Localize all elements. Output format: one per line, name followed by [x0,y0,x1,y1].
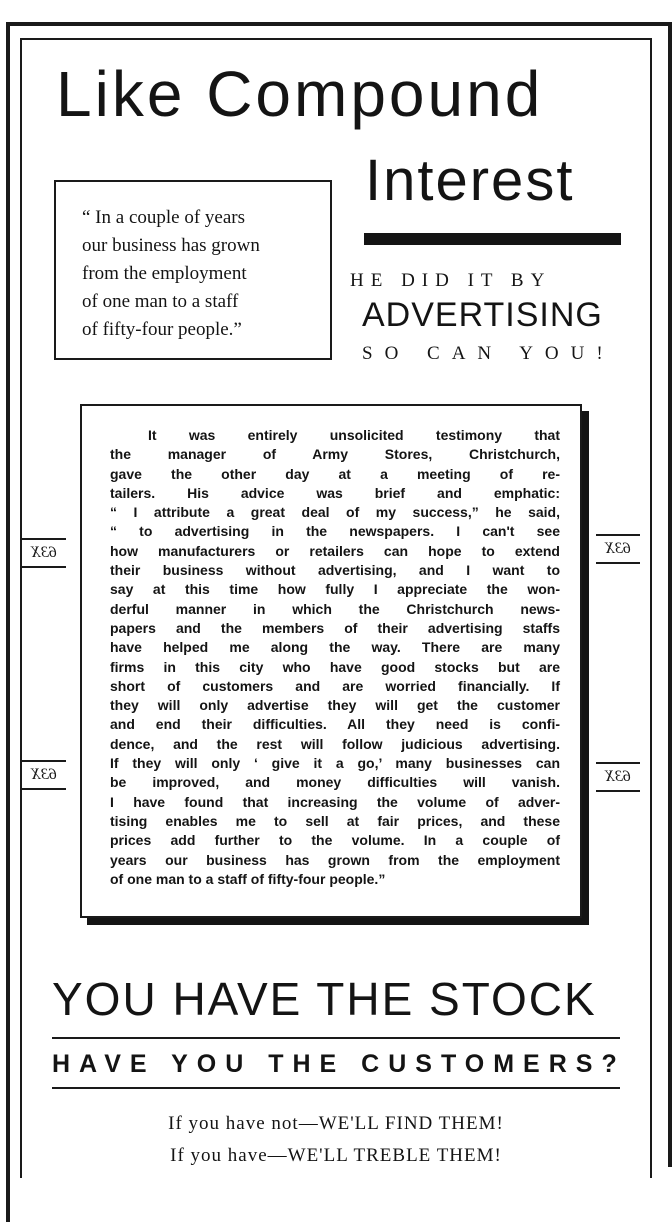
headline-line-2: Interest [365,148,575,213]
printer-mark-left-top [22,538,66,568]
article-line: prices add further to the volume. In a couple of [110,832,560,849]
quote-line: of fifty-four people.” [82,319,242,340]
article-line: gave the other day at a meeting of re- [110,465,560,482]
headline-line-1: Like Compound [56,58,544,130]
article-line: and end their difficulties. All they need is confi- [110,716,560,733]
article-line: the manager of Army Stores, Christchurch, [110,446,560,463]
article-line: say at this time how fully I appreciate the won- [110,581,560,598]
thick-rule [364,233,621,245]
quote-line: “ In a couple of years [82,207,246,228]
quote-box [54,180,332,360]
divider-rule [52,1037,620,1039]
article-line: “ I attribute a great deal of my success,” he said, [110,504,560,521]
article-line: derful manner in which the Christchurch news- [110,600,560,617]
customers-heading: HAVE YOU THE CUSTOMERS? [52,1050,626,1078]
tagline-so-can-you: SO CAN YOU! [362,343,615,364]
article-line: If they will only ‘ give it a go,’ many businesses can [110,755,560,772]
quote-line: our business has grown [82,235,260,256]
article-line: dence, and the rest will follow judicious advertising. [110,735,560,752]
article-line: It was entirely unsolicited testimony that [148,427,560,443]
outer-border-right [668,22,672,1167]
article-line: have helped me along the way. There are many [110,639,560,656]
tagline-advertising: ADVERTISING [362,296,603,334]
article-line: papers and the members of their advertising staffs [110,619,560,636]
printer-mark-text: 63X [605,540,631,557]
printer-mark-right-bottom [596,762,640,792]
article-line: be improved, and money difficulties will vanish. [110,774,560,791]
article-line: how manufacturers or retailers can hope to extend [110,542,560,559]
article-line: their business without advertising, and I want to [110,562,560,579]
article-line: I have found that increasing the volume of adver- [110,793,560,810]
closing-line-1: If you have not—WE'LL FIND THEM! [168,1113,504,1134]
quote-line: of one man to a staff [82,291,239,312]
printer-mark-right-top [596,534,640,564]
printer-mark-text: 63X [31,544,57,561]
tagline-did-it: HE DID IT BY [350,270,552,291]
article-line: tising enables me to sell at fair prices, and these [110,812,560,829]
printer-mark-left-bottom [22,760,66,790]
quote-line: from the employment [82,263,247,284]
article-line: years our business has grown from the employment [110,851,560,868]
article-line: tailers. His advice was brief and emphatic: [110,484,560,501]
article-line: firms in this city who have good stocks but are [110,658,560,675]
divider-rule [52,1087,620,1089]
closing-line-2: If you have—WE'LL TREBLE THEM! [170,1145,502,1166]
article-line: they will only advertise they will get the customer [110,697,560,714]
article-line: short of customers and are worried financially. If [110,677,560,694]
printer-mark-text: 63X [605,768,631,785]
printer-mark-text: 63X [31,766,57,783]
stock-heading: YOU HAVE THE STOCK [52,973,597,1025]
article-line: “ to advertising in the newspapers. I can't see [110,523,560,540]
article-box [80,404,582,918]
article-line: of one man to a staff of fifty-four people.” [110,870,386,887]
